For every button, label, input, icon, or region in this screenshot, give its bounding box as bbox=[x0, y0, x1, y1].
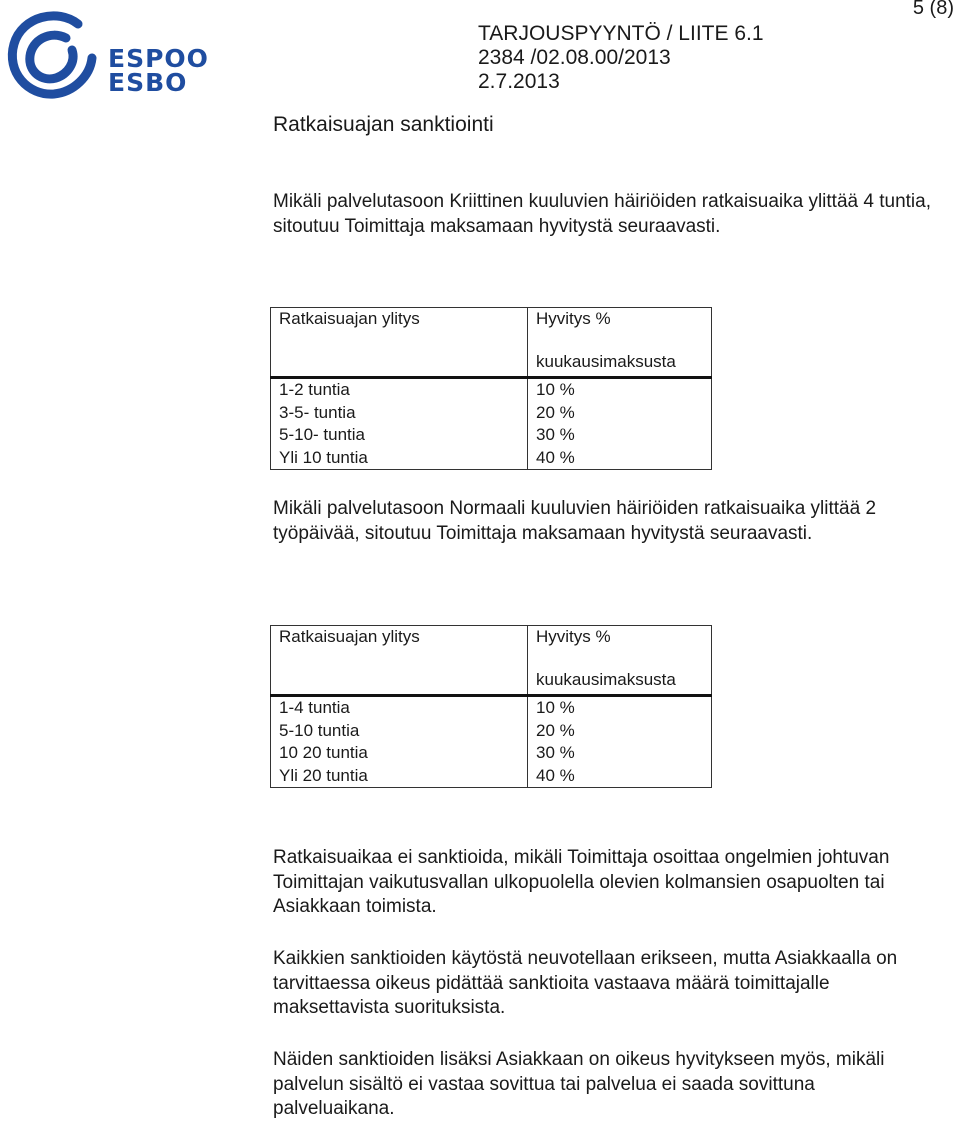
overrun-cell: 5-10 tuntia bbox=[271, 720, 528, 743]
column-header-overrun: Ratkaisuajan ylitys bbox=[271, 308, 528, 378]
paragraph-additional-credit: Näiden sanktioiden lisäksi Asiakkaan on oikeus hyvitykseen myös, mikäli palvelun sisältö ei vastaa sovittua tai palvelua ei saada sovittuna palveluaikana. bbox=[273, 1049, 885, 1120]
paragraph-negotiation: Kaikkien sanktioiden käytöstä neuvotellaan erikseen, mutta Asiakkaalla on tarvittaessa oikeus pidättää sanktioita vastaava määrä toimittajalle maksettavista suorituksista. bbox=[273, 948, 898, 1019]
credit-cell: 10 % bbox=[528, 378, 712, 402]
section-title: Ratkaisuajan sanktiointi bbox=[273, 113, 494, 136]
table-row bbox=[271, 720, 712, 743]
table-row bbox=[271, 424, 712, 447]
document-date: 2.7.2013 bbox=[478, 70, 560, 93]
overrun-cell: Yli 20 tuntia bbox=[271, 765, 528, 788]
overrun-cell: 1-2 tuntia bbox=[271, 378, 528, 402]
document-number: 2384 /02.08.00/2013 bbox=[478, 46, 671, 69]
table-row bbox=[271, 696, 712, 720]
espoo-logo bbox=[6, 10, 209, 110]
column-header-credit-line2: kuukausimaksusta bbox=[536, 669, 676, 689]
column-header-credit-line1: Hyvitys % bbox=[536, 627, 611, 646]
overrun-cell: 1-4 tuntia bbox=[271, 696, 528, 720]
table-row bbox=[271, 378, 712, 402]
credit-cell: 10 % bbox=[528, 696, 712, 720]
credit-cell: 40 % bbox=[528, 447, 712, 470]
logo-text-esbo: ESBO bbox=[108, 68, 188, 97]
sanction-table-critical bbox=[270, 307, 712, 470]
credit-cell: 30 % bbox=[528, 742, 712, 765]
table-header-row bbox=[271, 308, 712, 378]
table-header-row bbox=[271, 626, 712, 696]
paragraph-critical: Mikäli palvelutasoon Kriittinen kuuluvien häiriöiden ratkaisuaika ylittää 4 tuntia, sitoutuu Toimittaja maksamaan hyvitystä seuraavasti. bbox=[273, 191, 931, 237]
overrun-cell: Yli 10 tuntia bbox=[271, 447, 528, 470]
column-header-credit bbox=[528, 626, 712, 696]
column-header-credit bbox=[528, 308, 712, 378]
logo-text-espoo: ESPOO bbox=[108, 44, 209, 73]
table-row bbox=[271, 447, 712, 470]
paragraph-normal: Mikäli palvelutasoon Normaali kuuluvien häiriöiden ratkaisuaika ylittää 2 työpäivää, sitoutuu Toimittaja maksamaan hyvitystä seuraavasti. bbox=[273, 498, 877, 544]
table-row bbox=[271, 765, 712, 788]
sanction-table-normal bbox=[270, 625, 712, 788]
credit-cell: 40 % bbox=[528, 765, 712, 788]
paragraph-exemption: Ratkaisuaikaa ei sanktioida, mikäli Toimittaja osoittaa ongelmien johtuvan Toimittajan vaikutusvallan ulkopuolella olevien kolmansien osapuolten tai Asiakkaan toimista. bbox=[273, 847, 890, 918]
overrun-cell: 5-10- tuntia bbox=[271, 424, 528, 447]
document-title: TARJOUSPYYNTÖ / LIITE 6.1 bbox=[478, 22, 764, 45]
overrun-cell: 3-5- tuntia bbox=[271, 402, 528, 425]
table-row bbox=[271, 402, 712, 425]
column-header-credit-line1: Hyvitys % bbox=[536, 309, 611, 328]
column-header-overrun: Ratkaisuajan ylitys bbox=[271, 626, 528, 696]
credit-cell: 20 % bbox=[528, 402, 712, 425]
credit-cell: 20 % bbox=[528, 720, 712, 743]
table-row bbox=[271, 742, 712, 765]
credit-cell: 30 % bbox=[528, 424, 712, 447]
overrun-cell: 10 20 tuntia bbox=[271, 742, 528, 765]
espoo-emblem-icon bbox=[6, 10, 102, 106]
page-number: 5 (8) bbox=[912, 0, 954, 19]
column-header-credit-line2: kuukausimaksusta bbox=[536, 351, 676, 371]
